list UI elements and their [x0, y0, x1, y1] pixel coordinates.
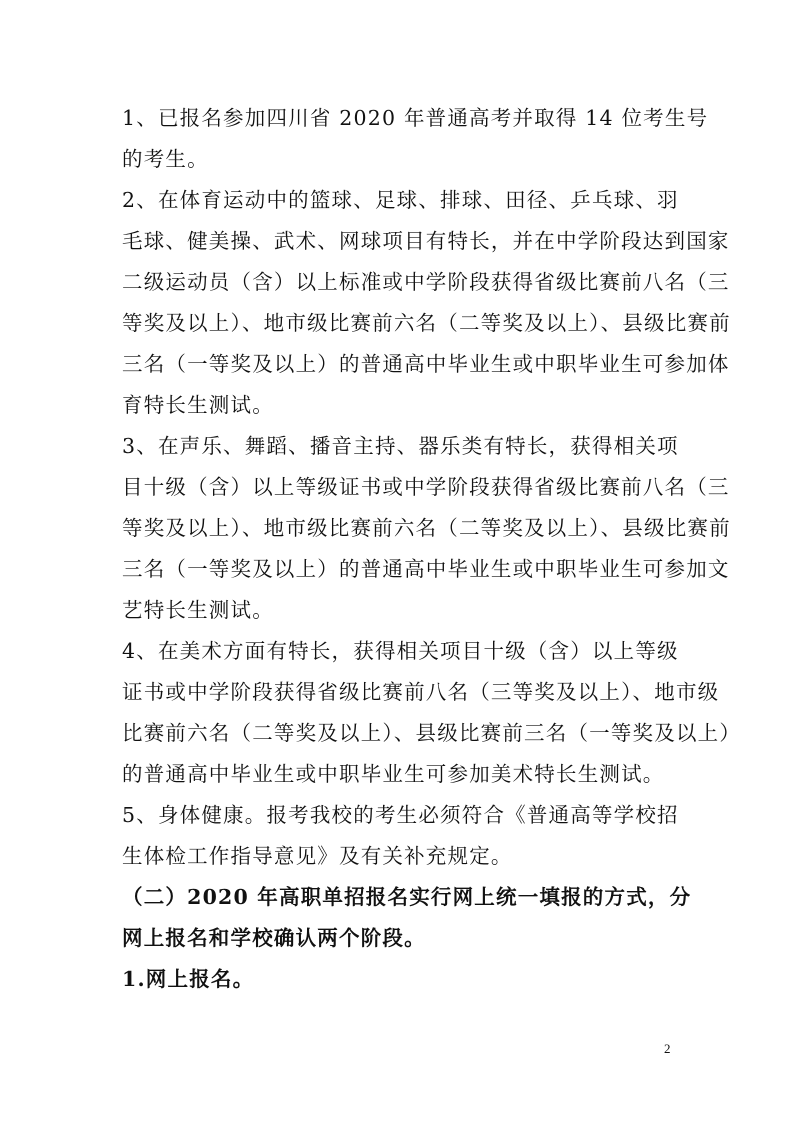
paragraph-4-line-2: 证书或中学阶段获得省级比赛前八名（三等奖及以上）、地市级	[122, 680, 720, 704]
section-heading-line-1: （二）2020 年高职单招报名实行网上统一填报的方式，分	[122, 885, 692, 909]
paragraph-2-line-5: 三名（一等奖及以上）的普通高中毕业生或中职毕业生可参加体	[122, 352, 730, 376]
paragraph-4-line-4: 的普通高中毕业生或中职毕业生可参加美术特长生测试。	[122, 762, 665, 786]
paragraph-2-line-4: 等奖及以上）、地市级比赛前六名（二等奖及以上）、县级比赛前	[122, 311, 731, 335]
paragraph-2-line-1: 2、在体育运动中的篮球、足球、排球、田径、乒乓球、羽	[122, 188, 679, 212]
paragraph-2-line-3: 二级运动员（含）以上标准或中学阶段获得省级比赛前八名（三	[122, 270, 730, 294]
paragraph-2-line-6: 育特长生测试。	[122, 393, 274, 417]
paragraph-3-line-5: 艺特长生测试。	[122, 598, 274, 622]
paragraph-4-line-3: 比赛前六名（二等奖及以上）、县级比赛前三名（一等奖及以上）	[122, 721, 742, 745]
paragraph-1-line-1: 1、已报名参加四川省 2020 年普通高考并取得 14 位考生号	[122, 106, 709, 130]
paragraph-1-line-2: 的考生。	[122, 147, 209, 171]
paragraph-4-line-1: 4、在美术方面有特长，获得相关项目十级（含）以上等级	[122, 639, 679, 663]
page-number: 2	[664, 1041, 671, 1056]
paragraph-3-line-2: 目十级（含）以上等级证书或中学阶段获得省级比赛前八名（三	[122, 475, 730, 499]
section-heading-line-2: 网上报名和学校确认两个阶段。	[122, 926, 426, 950]
paragraph-5-line-1: 5、身体健康。报考我校的考生必须符合《普通高等学校招	[122, 803, 679, 827]
paragraph-3-line-1: 3、在声乐、舞蹈、播音主持、器乐类有特长，获得相关项	[122, 434, 679, 458]
paragraph-5-line-2: 生体检工作指导意见》及有关补充规定。	[122, 844, 513, 868]
subsection-heading: 1.网上报名。	[122, 967, 255, 991]
paragraph-2-line-2: 毛球、健美操、武术、网球项目有特长，并在中学阶段达到国家	[122, 229, 730, 253]
paragraph-3-line-4: 三名（一等奖及以上）的普通高中毕业生或中职毕业生可参加文	[122, 557, 730, 581]
paragraph-3-line-3: 等奖及以上）、地市级比赛前六名（二等奖及以上）、县级比赛前	[122, 516, 731, 540]
